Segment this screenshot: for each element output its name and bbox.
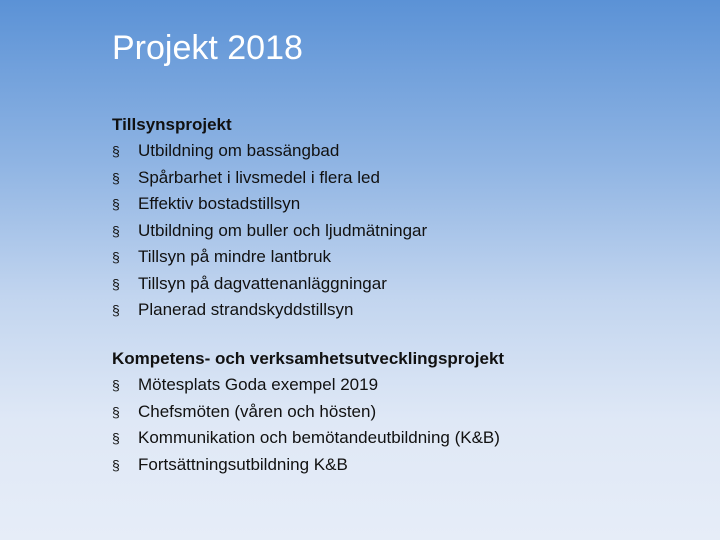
section-heading: Tillsynsprojekt	[112, 115, 232, 134]
bullet-icon: §	[112, 302, 120, 318]
list-item	[112, 399, 504, 426]
bullet-icon: §	[112, 249, 120, 265]
list-item-text: Mötesplats Goda exempel 2019	[138, 375, 379, 394]
list-item-text: Utbildning om buller och ljudmätningar	[138, 220, 428, 240]
bullet-icon: §	[112, 169, 120, 186]
list-item	[112, 165, 427, 192]
list-item	[112, 218, 427, 245]
bullet-list	[112, 372, 504, 478]
list-item	[112, 452, 504, 479]
section-tillsynsprojekt	[112, 112, 427, 324]
list-item	[112, 297, 427, 324]
section-heading: Kompetens- och verksamhetsutvecklingsprojekt	[112, 349, 505, 368]
list-item	[112, 244, 427, 271]
list-item-text: Tillsyn på mindre lantbruk	[138, 247, 332, 266]
bullet-icon: §	[112, 403, 120, 420]
list-item-text: Planerad strandskyddstillsyn	[138, 300, 354, 319]
bullet-icon: §	[112, 143, 120, 159]
bullet-icon: §	[112, 222, 120, 239]
bullet-icon: §	[112, 377, 120, 393]
section-kompetensprojekt	[112, 346, 504, 478]
list-item-text: Utbildning om bassängbad	[138, 141, 340, 160]
list-item-text: Spårbarhet i livsmedel i flera led	[138, 167, 380, 187]
bullet-icon: §	[112, 275, 120, 292]
list-item-text: Fortsättningsutbildning K&B	[138, 454, 348, 474]
list-item-text: Effektiv bostadstillsyn	[138, 194, 301, 213]
list-item	[112, 271, 427, 298]
bullet-icon: §	[112, 456, 120, 473]
list-item-text: Tillsyn på dagvattenanläggningar	[138, 273, 387, 293]
list-item	[112, 138, 427, 165]
list-item	[112, 425, 504, 452]
list-item	[112, 372, 504, 399]
bullet-icon: §	[112, 430, 120, 446]
list-item-text: Chefsmöten (våren och hösten)	[138, 401, 377, 421]
bullet-icon: §	[112, 196, 120, 212]
list-item	[112, 191, 427, 218]
list-item-text: Kommunikation och bemötandeutbildning (K&B)	[138, 428, 500, 447]
bullet-list	[112, 138, 427, 324]
slide-title: Projekt 2018	[112, 29, 303, 67]
